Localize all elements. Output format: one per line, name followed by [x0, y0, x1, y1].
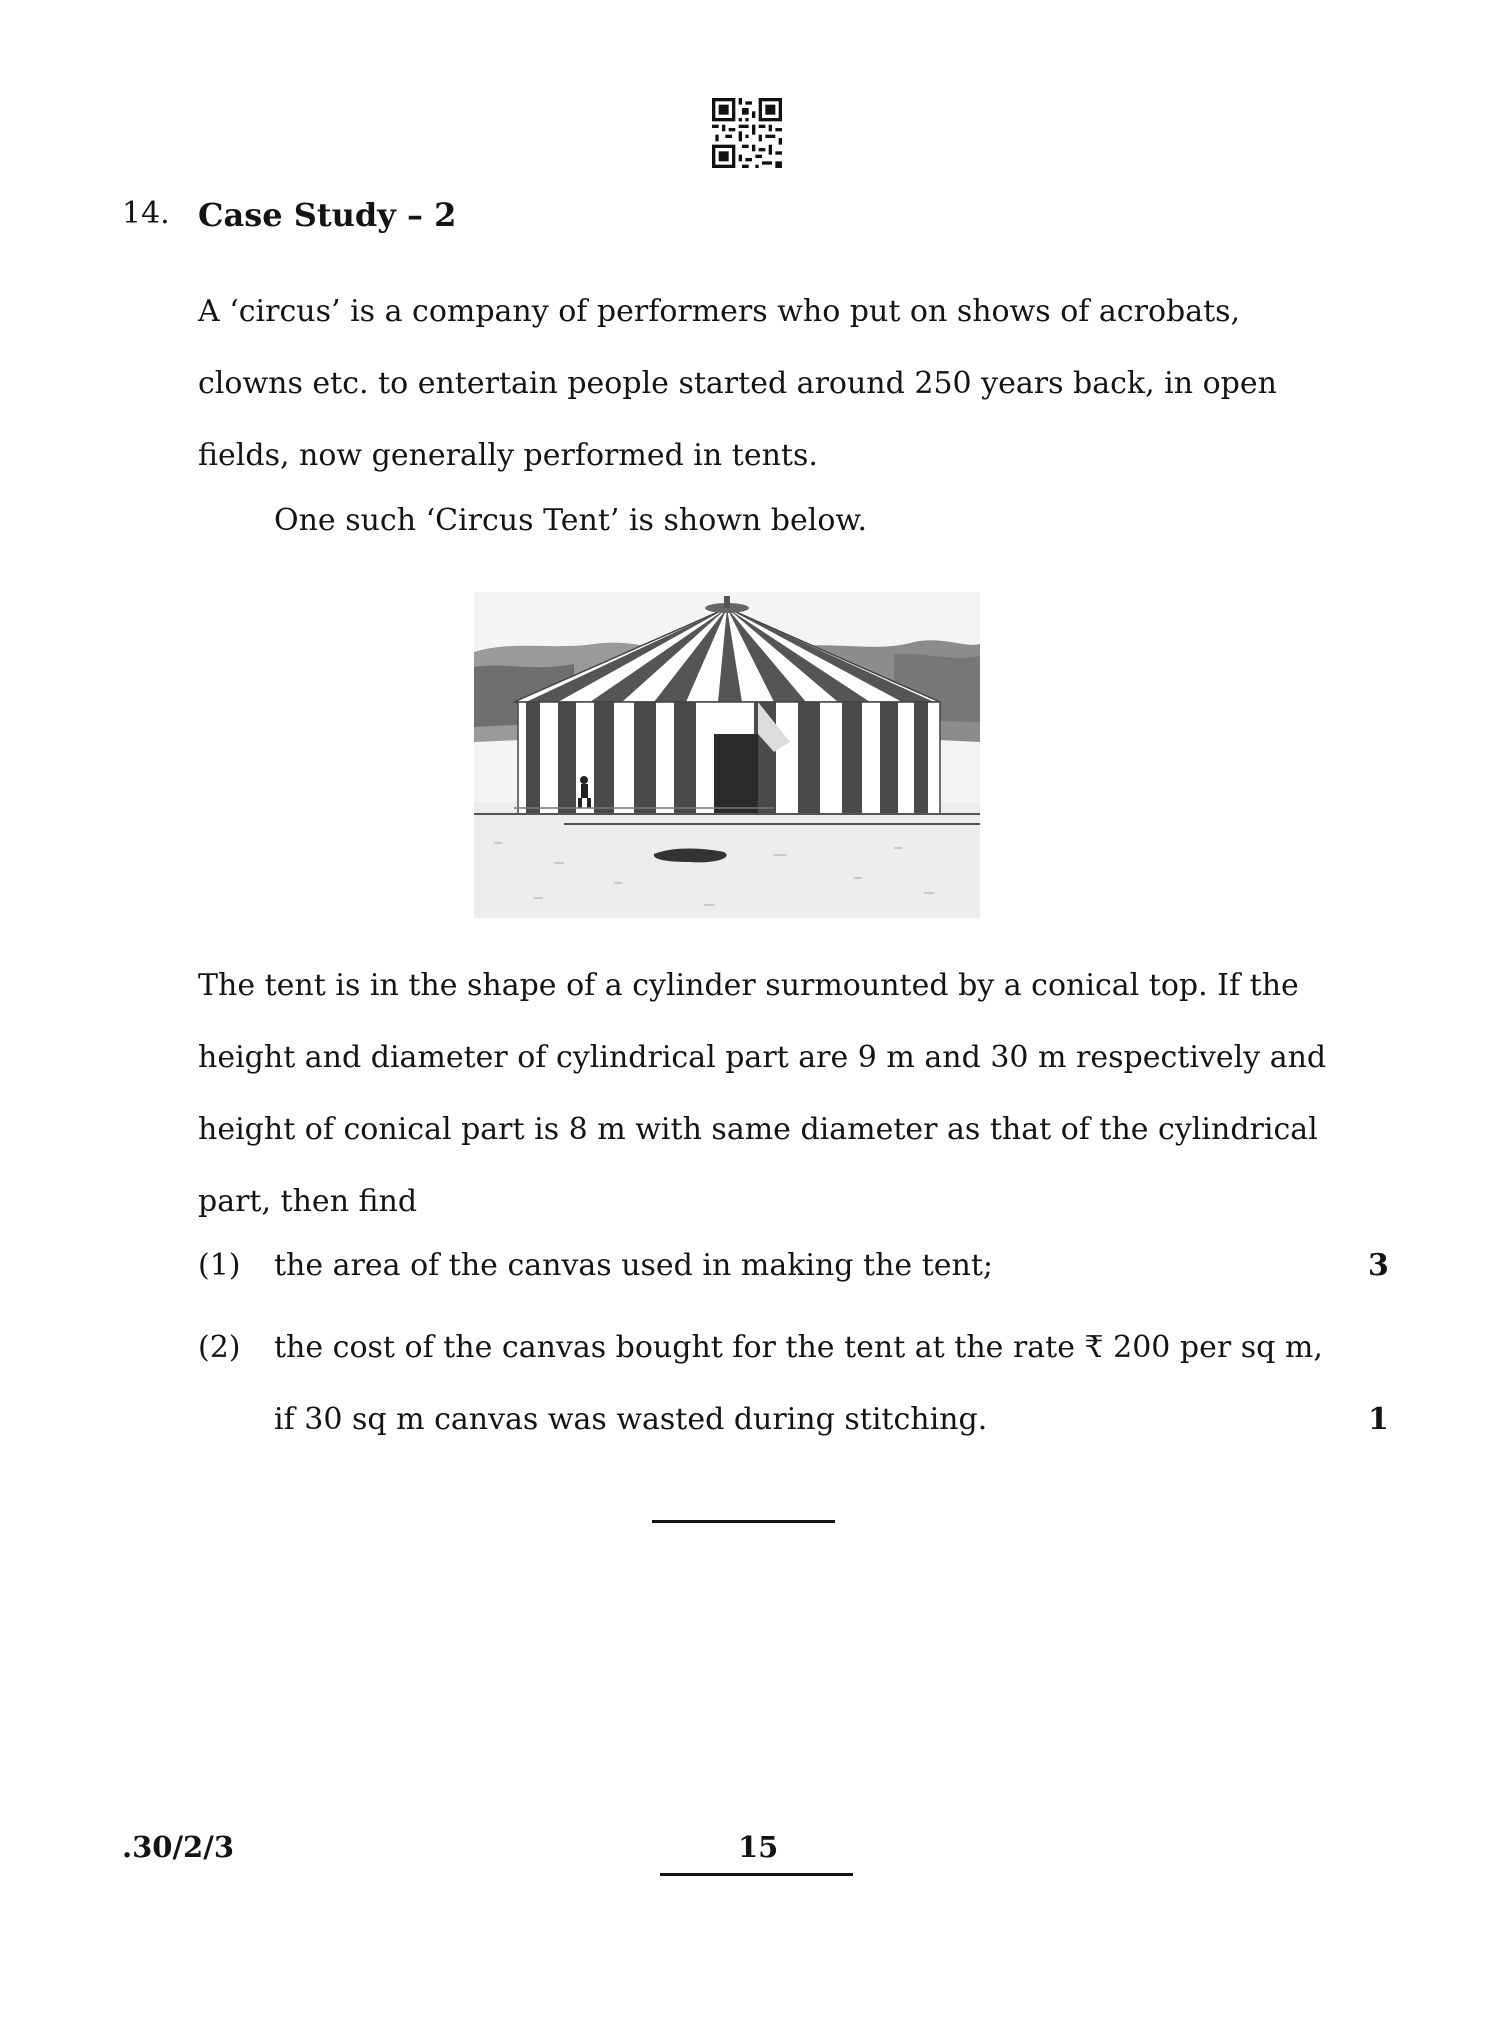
page-number: 15: [738, 1830, 779, 1864]
part-2-text-line1: the cost of the canvas bought for the tent at the rate ₹ 200 per sq m,: [274, 1330, 1323, 1365]
problem-statement: The tent is in the shape of a cylinder surmounted by a conical top. If the height and diameter of cylindrical part are 9 m and 30 m respectively and height of conical part is 8 m with same diameter as that of the cylindrical part, then find: [198, 968, 1327, 1219]
end-of-question-rule: [652, 1520, 835, 1523]
part-1-number: (1): [198, 1248, 241, 1283]
case-paragraph: A ‘circus’ is a company of performers who put on shows of acrobats, clowns etc. to entertain people started around 250 years back, in open fields, now generally performed in tents.: [198, 294, 1277, 473]
circus-tent-photo: [474, 592, 980, 918]
part-2-text-line2: if 30 sq m canvas was wasted during stitching.: [274, 1402, 988, 1437]
question-number: 14.: [122, 196, 170, 231]
qr-code: [712, 98, 782, 168]
page-number-underline: [660, 1873, 853, 1876]
part-2-number: (2): [198, 1330, 241, 1365]
case-intro: One such ‘Circus Tent’ is shown below.: [274, 503, 868, 538]
part-1-marks: 3: [1368, 1248, 1389, 1283]
part-2-marks: 1: [1368, 1402, 1389, 1437]
question-title: Case Study – 2: [198, 196, 457, 234]
paper-code: .30/2/3: [122, 1830, 234, 1864]
part-1-text: the area of the canvas used in making the tent;: [274, 1248, 994, 1283]
